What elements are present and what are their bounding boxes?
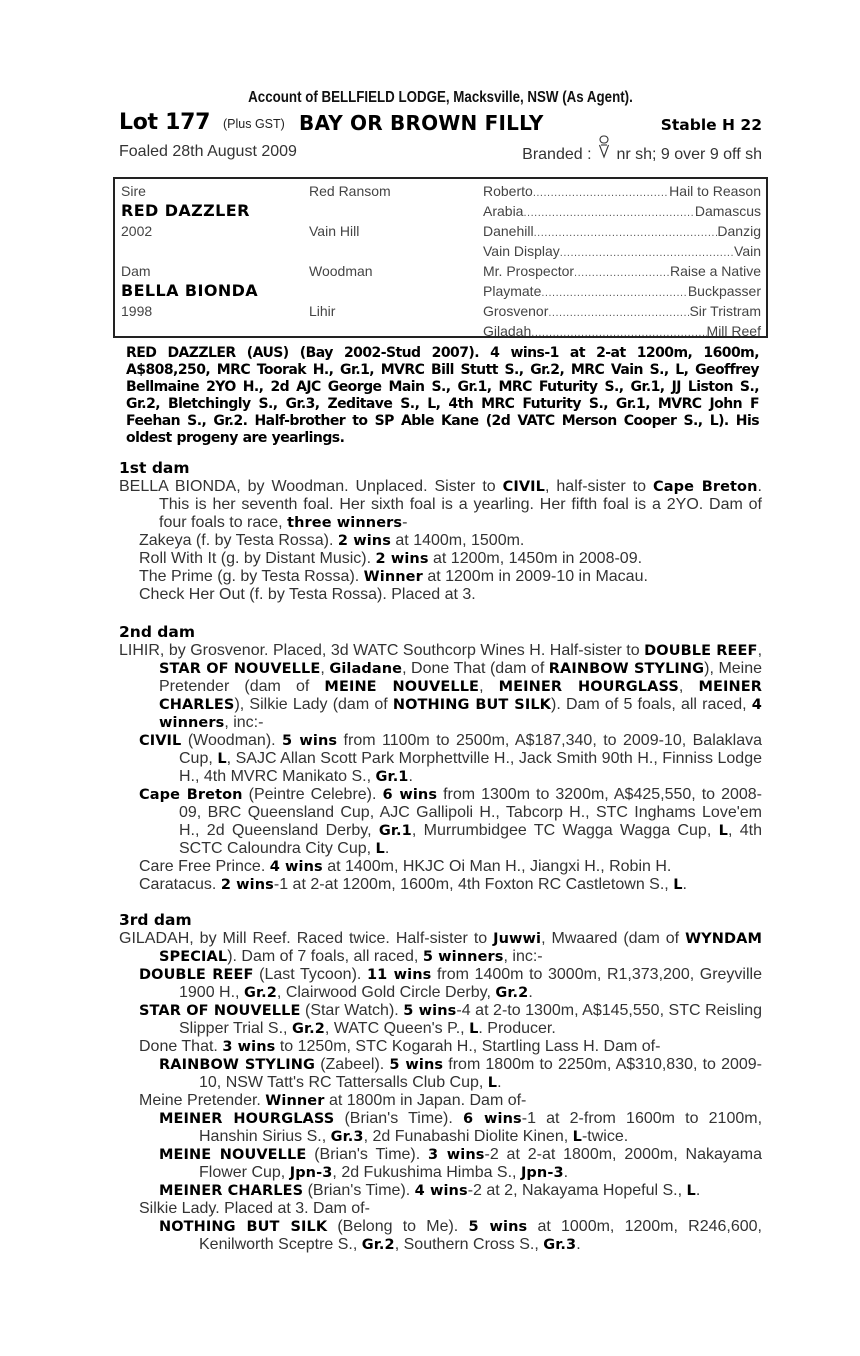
bold-highlight: 2 wins: [337, 533, 391, 549]
progeny-entry: MEINER HOURGLASS (Brian's Time). 6 wins-1 at 2-from 1600m to 2100m, Hanshin Sirius S., Gr.3, 2d Funabashi Diolite Kinen, L-twice.: [159, 1110, 763, 1145]
bold-highlight: L: [469, 1021, 479, 1037]
dam-year: 1998: [121, 303, 153, 319]
brand-info: [522, 143, 762, 164]
second-dam-section: [119, 623, 762, 894]
bold-highlight: Gr.2: [291, 1021, 325, 1037]
bold-highlight: Cape Breton: [653, 479, 758, 495]
lot-description: BAY OR BROWN FILLY: [299, 111, 544, 135]
great-grandparent-row: Arabia ..... Damascus: [483, 201, 761, 221]
progeny-entry: MEINER CHARLES (Brian's Time). 4 wins-2 at 2, Nakayama Hopeful S., L.: [159, 1182, 701, 1199]
lot-number: Lot 177: [119, 110, 211, 135]
bold-highlight: L: [673, 877, 683, 893]
bold-highlight: 5 wins: [468, 1219, 528, 1235]
bold-highlight: L: [375, 841, 385, 857]
vendor-account: Account of BELLFIELD LODGE, Macksville, NSW (As Agent).: [248, 89, 633, 106]
bold-highlight: Winner: [265, 1093, 325, 1109]
bold-highlight: L: [718, 823, 728, 839]
grandparent: Lihir: [309, 303, 336, 319]
progeny-list: [119, 532, 762, 604]
bold-highlight: 5 wins: [389, 1057, 444, 1073]
pedigree-grandparents-column: [309, 181, 469, 321]
bold-highlight: Gr.1: [375, 769, 409, 785]
bold-highlight: MEINER CHARLES: [159, 1183, 304, 1199]
section-heading: 3rd dam: [119, 911, 192, 929]
progeny-entry: Care Free Prince. 4 wins at 1400m, HKJC Oi Man H., Jiangxi H., Robin H.: [139, 858, 672, 875]
branded-label: Branded :: [522, 146, 592, 163]
brand-mark-icon: [598, 143, 610, 161]
bold-highlight: NOTHING BUT SILK: [392, 697, 551, 713]
bold-highlight: 6 wins: [462, 1111, 522, 1127]
bold-highlight: Cape Breton: [139, 787, 243, 803]
bold-highlight: 4 wins: [269, 859, 323, 875]
bold-highlight: Jpn-3: [520, 1165, 564, 1181]
bold-highlight: Jpn-3: [289, 1165, 333, 1181]
foaled-date: Foaled 28th August 2009: [119, 143, 297, 160]
third-dam-section: [119, 911, 762, 1254]
bold-highlight: MEINE NOUVELLE: [159, 1147, 307, 1163]
bold-highlight: MEINER HOURGLASS: [159, 1111, 335, 1127]
bold-highlight: L: [487, 1075, 498, 1091]
progeny-entry: Silkie Lady. Placed at 3. Dam of-: [139, 1200, 370, 1217]
great-grandparent-row: Roberto ..... Hail to Reason: [483, 181, 761, 201]
progeny-entry: Check Her Out (f. by Testa Rossa). Placed at 3.: [139, 586, 476, 603]
progeny-list: [119, 732, 762, 894]
bold-highlight: MEINER HOURGLASS: [498, 679, 679, 695]
progeny-entry: MEINE NOUVELLE (Brian's Time). 3 wins-2 at 2-at 1800m, 2000m, Nakayama Flower Cup, Jpn-3, 2d Fukushima Himba S., Jpn-3.: [159, 1146, 763, 1181]
foal-row: [119, 140, 762, 164]
dam-intro: LIHIR, by Grosvenor. Placed, 3d WATC Southcorp Wines H. Half-sister to DOUBLE REEF, STAR OF NOUVELLE, Giladane, Done That (dam of RAINBOW STYLING), Meine Pretender (dam of MEINE NOUVELLE, MEINER HOURGLASS, MEINER CHARLES), Silkie Lady (dam of NOTHING BUT SILK). Dam of 5 foals, all raced, 4 winners, inc:-: [119, 642, 763, 731]
bold-highlight: Gr.3: [330, 1129, 364, 1145]
grandparent: Woodman: [309, 263, 373, 279]
great-grandparent-row: Mr. Prospector ..... Raise a Native: [483, 261, 761, 281]
great-grandparent-row: Danehill ..... Danzig: [483, 221, 761, 241]
bold-highlight: NOTHING BUT SILK: [159, 1219, 328, 1235]
dam-name: BELLA BIONDA: [121, 281, 259, 300]
progeny-entry: Zakeya (f. by Testa Rossa). 2 wins at 1400m, 1500m.: [139, 532, 525, 549]
bold-highlight: 4 wins: [414, 1183, 468, 1199]
bold-highlight: Winner: [363, 569, 423, 585]
bold-highlight: 3 wins: [222, 1039, 276, 1055]
progeny-entry: Roll With It (g. by Distant Music). 2 wins at 1200m, 1450m in 2008-09.: [139, 550, 643, 567]
sire-label: Sire: [121, 183, 146, 199]
bold-highlight: Juwwi: [493, 931, 542, 947]
bold-highlight: 6 wins: [382, 787, 438, 803]
dam-intro: GILADAH, by Mill Reef. Raced twice. Half-sister to Juwwi, Mwaared (dam of WYNDAM SPECIAL). Dam of 7 foals, all raced, 5 winners, inc:-: [119, 930, 762, 965]
progeny-list: [119, 966, 762, 1254]
bold-highlight: STAR OF NOUVELLE: [159, 661, 321, 677]
bold-highlight: WYNDAM SPECIAL: [159, 931, 762, 965]
bold-highlight: 5 winners: [422, 949, 504, 965]
bold-highlight: Gr.2: [243, 985, 277, 1001]
progeny-entry: CIVIL (Woodman). 5 wins from 1100m to 2500m, A$187,340, to 2009-10, Balaklava Cup, L, SAJC Allan Scott Park Morphettville H., Jack Smith 90th H., Finniss Lodge H., 4th MVRC Manikato S., Gr.1.: [139, 732, 763, 785]
bold-highlight: L: [217, 751, 227, 767]
grandparent: Vain Hill: [309, 223, 360, 239]
bold-highlight: MEINE NOUVELLE: [324, 679, 480, 695]
great-grandparent-row: Vain Display ..... Vain: [483, 241, 761, 261]
first-dam-section: [119, 459, 762, 604]
bold-highlight: STAR OF NOUVELLE: [139, 1003, 301, 1019]
progeny-entry: STAR OF NOUVELLE (Star Watch). 5 wins-4 at 2-to 1300m, A$145,550, STC Reisling Slipper Trial S., Gr.2, WATC Queen's P., L. Producer.: [139, 1002, 763, 1037]
progeny-entry: Done That. 3 wins to 1250m, STC Kogarah H., Startling Lass H. Dam of-: [139, 1038, 661, 1055]
bold-highlight: 5 wins: [282, 733, 338, 749]
catalogue-page-header: [119, 88, 762, 164]
sire-name: RED DAZZLER: [121, 201, 250, 220]
progeny-entry: Meine Pretender. Winner at 1800m in Japan. Dam of-: [139, 1092, 527, 1109]
bold-highlight: 2 wins: [220, 877, 274, 893]
bold-highlight: CIVIL: [139, 733, 182, 749]
progeny-entry: The Prime (g. by Testa Rossa). Winner at 1200m in 2009-10 in Macau.: [139, 568, 648, 585]
bold-highlight: DOUBLE REEF: [644, 643, 758, 659]
branded-text: nr sh; 9 over 9 off sh: [616, 146, 762, 163]
bold-highlight: Gr.2: [495, 985, 529, 1001]
progeny-entry: Cape Breton (Peintre Celebre). 6 wins from 1300m to 3200m, A$425,550, to 2008-09, BRC Queensland Cup, AJC Gallipoli H., Tabcorp H., STC Inghams Love'em H., 2d Queensland Derby, Gr.1, Murrumbidgee TC Wagga Wagga Cup, L, 4th SCTC Caloundra City Cup, L.: [139, 786, 763, 857]
bold-highlight: three winners: [287, 515, 403, 531]
bold-highlight: 5 wins: [403, 1003, 457, 1019]
bold-highlight: L: [572, 1129, 582, 1145]
dam-label: Dam: [121, 263, 151, 279]
bold-highlight: 3 wins: [428, 1147, 485, 1163]
progeny-entry: RAINBOW STYLING (Zabeel). 5 wins from 1800m to 2250m, A$310,830, to 2009-10, NSW Tatt's RC Tattersalls Club Cup, L.: [159, 1056, 763, 1091]
bold-highlight: DOUBLE REEF: [139, 967, 254, 983]
plus-gst-note: (Plus GST): [223, 117, 285, 131]
bold-highlight: RAINBOW STYLING: [159, 1057, 316, 1073]
section-heading: 1st dam: [119, 459, 190, 477]
stable-location: Stable H 22: [660, 116, 762, 134]
bold-highlight: 4 winners: [159, 697, 762, 731]
bold-highlight: 11 wins: [366, 967, 432, 983]
bold-highlight: Gr.2: [361, 1237, 395, 1253]
grandparent: Red Ransom: [309, 183, 391, 199]
bold-highlight: CIVIL: [502, 479, 546, 495]
bold-highlight: Giladane: [329, 661, 403, 677]
great-grandparent-row: Giladah ..... Mill Reef: [483, 321, 761, 341]
bold-highlight: RAINBOW STYLING: [548, 661, 705, 677]
dam-intro: BELLA BIONDA, by Woodman. Unplaced. Sister to CIVIL, half-sister to Cape Breton. This is her seventh foal. Her sixth foal is a yearling. Her fifth foal is a 2YO. Dam of four foals to race, three winners-: [119, 478, 762, 531]
sire-year: 2002: [121, 223, 153, 239]
bold-highlight: MEINER CHARLES: [159, 679, 762, 713]
bold-highlight: L: [686, 1183, 696, 1199]
bold-highlight: 2 wins: [375, 551, 429, 567]
progeny-entry: NOTHING BUT SILK (Belong to Me). 5 wins at 1000m, 1200m, R246,600, Kenilworth Sceptre S., Gr.2, Southern Cross S., Gr.3.: [159, 1218, 762, 1253]
pedigree-parents-column: [121, 181, 301, 321]
lot-row: [119, 110, 762, 136]
bold-highlight: Gr.3: [543, 1237, 577, 1253]
great-grandparent-row: Playmate ..... Buckpasser: [483, 281, 761, 301]
sire-summary: RED DAZZLER (AUS) (Bay 2002-Stud 2007). 4 wins-1 at 2-at 1200m, 1600m, A$808,250, MRC Toorak H., Gr.1, MVRC Bill Stutt S., Gr.2, MRC Vain S., L, Geoffrey Bellmaine 2YO H., 2d AJC George Main S., Gr.1, MRC Futurity S., Gr.1, JJ Liston S., Gr.2, Bletchingly S., Gr.3, Zeditave S., L, 4th MRC Futurity S., Gr.1, MVRC John F Feehan S., Gr.2. Half-brother to SP Able Kane (2d VATC Merson Cooper S., L). His oldest progeny are yearlings.: [126, 345, 759, 446]
pedigree-great-grandparents-column: [483, 181, 761, 341]
progeny-entry: Caratacus. 2 wins-1 at 2-at 1200m, 1600m, 4th Foxton RC Castletown S., L.: [139, 876, 687, 893]
pedigree-table: [113, 177, 768, 338]
progeny-entry: DOUBLE REEF (Last Tycoon). 11 wins from 1400m to 3000m, R1,373,200, Greyville 1900 H., Gr.2, Clairwood Gold Circle Derby, Gr.2.: [139, 966, 762, 1001]
bold-highlight: Gr.1: [378, 823, 412, 839]
section-heading: 2nd dam: [119, 623, 196, 641]
great-grandparent-row: Grosvenor ..... Sir Tristram: [483, 301, 761, 321]
